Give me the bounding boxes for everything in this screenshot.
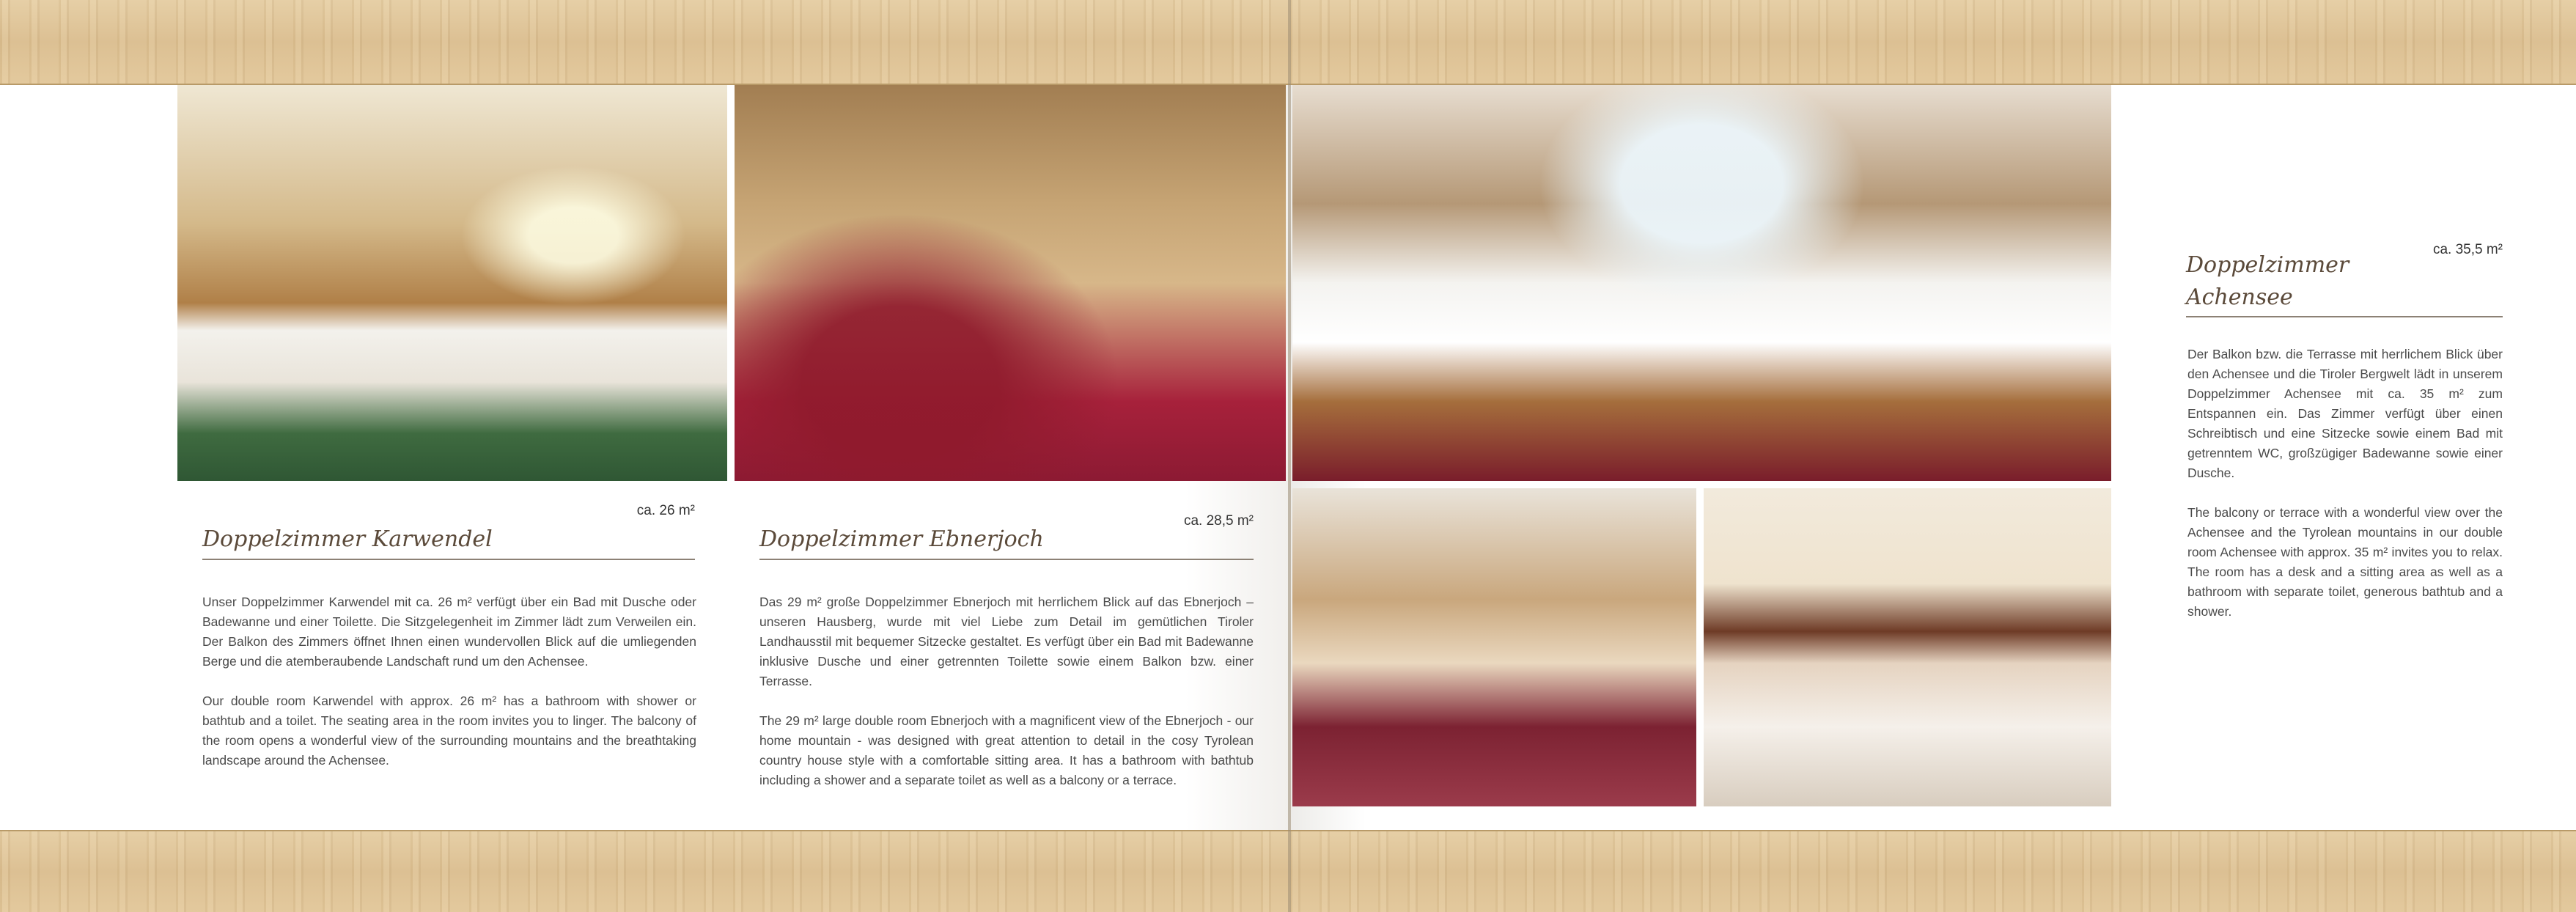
room-area-ebnerjoch: ca. 28,5 m² [1183, 513, 1254, 529]
room-text-en-achensee: The balcony or terrace with a wonderful view over the Achensee and the Tyrolean mountains in our double room Achensee with approx. 35 m² invites you to relax. The room has a desk and a sitting area as well as a bathroom with separate toilet, generous bathtub and a shower. [2187, 505, 2503, 619]
room-title-achensee-line2: Achensee [2186, 284, 2293, 310]
photo-achensee-sitting-area [1292, 488, 1696, 806]
room-title-ebnerjoch: Doppelzimmer Ebnerjoch [759, 523, 1254, 560]
room-description-achensee [2187, 345, 2503, 622]
room-text-de-karwendel: Unser Doppelzimmer Karwendel mit ca. 26 m² verfügt über ein Bad mit Dusche oder Badewanne und einer Toilette. Die Sitzgelegenheit im Zimmer lädt zum Verweilen ein. Der Balkon des Zimmers öffnet Ihnen einen wundervollen Blick auf die umliegenden Berge und die atemberaubende Landschaft rund um den Achensee. [202, 595, 696, 669]
room-area-achensee: ca. 35,5 m² [2432, 242, 2503, 257]
room-text-en-ebnerjoch: The 29 m² large double room Ebnerjoch with a magnificent view of the Ebnerjoch - our home mountain - was designed with great attention to detail in the cosy Tyrolean country house style with a comfortable sitting area. It has a bathroom with bathtub including a shower and a separate toilet as well as a balcony or a terrace. [759, 713, 1254, 787]
room-title-achensee-line1: Doppelzimmer [2186, 252, 2349, 278]
room-description-ebnerjoch [759, 592, 1254, 790]
room-title-achensee [2186, 249, 2503, 317]
room-text-de-ebnerjoch: Das 29 m² große Doppelzimmer Ebnerjoch mit herrlichem Blick auf das Ebnerjoch – unseren Hausberg, wurde mit viel Liebe zum Detail im gemütlichen Tiroler Landhausstil mit bequemer Sitzecke gestaltet. Es verfügt über ein Bad mit Badewanne inklusive Dusche und einer getrennten Toilette sowie einem Balkon bzw. einer Terrasse. [759, 595, 1254, 688]
photo-ebnerjoch-room [735, 85, 1286, 481]
page-fold [1288, 0, 1291, 912]
photo-karwendel-room [177, 85, 727, 481]
photo-achensee-bathroom [1704, 488, 2111, 806]
room-text-de-achensee: Der Balkon bzw. die Terrasse mit herrlichem Blick über den Achensee und die Tiroler Bergwelt lädt in unserem Doppelzimmer Achensee mit ca. 35 m² zum Entspannen ein. Das Zimmer verfügt über einen Schreibtisch und eine Sitzecke sowie einem Bad mit getrenntem WC, großzügiger Badewanne sowie einer Dusche. [2187, 347, 2503, 480]
room-text-en-karwendel: Our double room Karwendel with approx. 26 m² has a bathroom with shower or bathtub and a toilet. The seating area in the room invites you to linger. The balcony of the room opens a wonderful view of the surrounding mountains and the breathtaking landscape around the Achensee. [202, 694, 696, 768]
room-description-karwendel [202, 592, 696, 771]
room-area-karwendel: ca. 26 m² [636, 503, 695, 518]
photo-achensee-room [1292, 85, 2111, 481]
room-title-karwendel: Doppelzimmer Karwendel [202, 523, 695, 560]
